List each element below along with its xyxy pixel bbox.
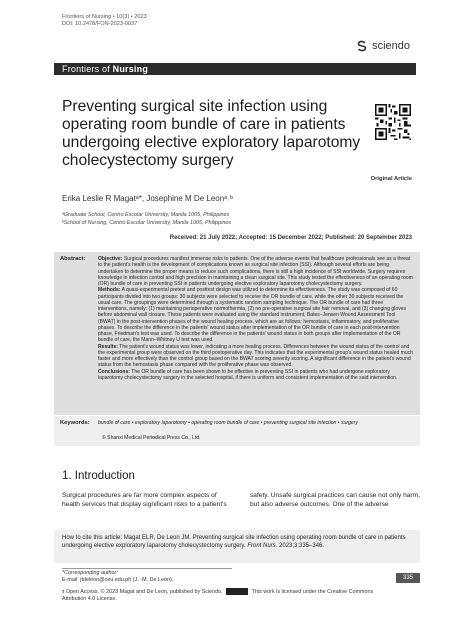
- abstract-results: [98, 344, 414, 369]
- qr-code-icon[interactable]: [375, 104, 411, 140]
- intro-column-left: Surgical procedures are far more complex aspects of health services that display significant risks to a patient's: [62, 492, 227, 508]
- page-number: 335: [396, 573, 420, 583]
- citation-text: How to cite this article: Magat ELR, De Leon JM. Preventing surgical site infection using operating room bundle of care in patients undergoing elective exploratory laparotomy cholecystectomy surgery.: [62, 535, 406, 550]
- citation-suffix: 2023;3:335–346.: [279, 543, 325, 550]
- results-label: Results:: [98, 343, 118, 350]
- conclusions-label: Conclusions:: [98, 368, 130, 375]
- sciendo-logo-icon: [356, 40, 368, 52]
- citation-journal: Front Nurs.: [247, 543, 278, 550]
- sciendo-logo: [356, 40, 410, 52]
- affiliation-a: ᵃGraduate School, Centro Escolar University, Manila 1005, Philippines: [62, 212, 230, 218]
- objective-text: Surgical procedures manifest immense risks to patients. One of the adverse events that healthcare professionals see as a threat to the patient's health is the development of complications known as surgical site infection (SSI). Although several efforts are being undertaken to determine the proper means to reduce such complications, there is still a high incidence of SSI worldwide. Surgery requires knowledge in infection control and high precision in maintaining a clean surgical site. This study tested the effectiveness of an operating room (OR) bundle of care in preventing SSI in patients undergoing elective exploratory laparotomy cholecystectomy surgery.: [98, 256, 413, 287]
- journal-header: [62, 14, 147, 29]
- methods-label: Methods:: [98, 287, 121, 294]
- abstract-label: Abstract:: [60, 256, 86, 262]
- citation-box: [54, 530, 420, 563]
- abstract-section: [54, 252, 420, 415]
- license-statement: [62, 588, 420, 603]
- abstract-objective: [98, 256, 414, 287]
- conclusions-text: The OR bundle of care has been shown to be effective in preventing SSI in patients who had undergone exploratory laparotomy cholecystectomy surgery in the selected hospital, if there is uniform and consistent implementation of the said intervention.: [98, 368, 398, 381]
- article-type: Original Article: [370, 176, 412, 182]
- doi-line: DOI: 10.2478/FON-2023-0037: [62, 21, 138, 28]
- affiliation-b: ᵇSchool of Nursing, Centro Escolar University, Manila 1005, Philippines: [62, 220, 232, 226]
- license-text-line2[interactable]: Attribution 4.0 License.: [62, 596, 117, 603]
- open-access-icon: 𝔮: [62, 588, 65, 595]
- objective-label: Objective:: [98, 256, 123, 262]
- journal-volume-line: Frontiers of Nursing • 10(3) • 2023: [62, 14, 147, 20]
- abstract-methods: [98, 287, 414, 343]
- license-text-end[interactable]: This work is licensed under the Creative Commons: [251, 588, 374, 595]
- article-title: Preventing surgical site infection using operating room bundle of care in patients undergoing elective exploratory laparotomy cholecystectomy surgery: [62, 98, 361, 169]
- methods-text: A quasi-experimental pretest and posttest design was utilized to determine its effectiveness. The study was composed of 60 participants divided into two groups: 30 subjects were selected to receive the OR bundle of care, while the other 30 subjects received the usual care. The groupings were determined through a systematic random sampling technique. The OR bundle of care had three interventions, namely: (1) maintaining perioperative normothermia, (2) no pre-operative surgical site hair removal, and (3) changing gloves before abdominal wall closure. These patients were evaluated using the standard instrument, Bates–Jensen Wound Assessment Tool (BWAT) in the post-intervention phases of the wound healing process, which are as follows: hemostasis, inflammatory, and proliferative phases. To describe the difference in the patients' wound status after implementation of the OR bundle of care in each post-intervention phase, Friedman's test was used. To describe the difference in the patients' wound status in both groups after implementation of the OR bundle of care, the Mann–Whitney U test was used.: [98, 287, 407, 344]
- keywords-text: bundle of care • exploratory laparotomy • operating room bundle of care • preventing surgical site infection • surgery: [98, 420, 358, 426]
- corresponding-email[interactable]: E-mail: jtdeleon@ceu.edu.ph (J. -M. De Leon).: [62, 577, 174, 583]
- publisher-name: sciendo: [372, 40, 410, 52]
- publication-dates: Received: 21 July 2022; Accepted: 15 December 2022; Published: 20 September 2023: [169, 235, 412, 241]
- corresponding-author-label: *Corresponding author:: [62, 570, 118, 576]
- author-list: Erika Leslie R Magatᵃ*, Josephine M De Leonᵃ˒ᵇ: [62, 194, 233, 203]
- abstract-conclusions: [98, 369, 414, 382]
- copyright-note: © Shanxi Medical Periodical Press Co., Ltd.: [102, 435, 201, 441]
- footnote-divider: [62, 568, 232, 569]
- introduction-heading: 1. Introduction: [62, 470, 135, 482]
- results-text: The patient's wound status was lower, indicating a more healing process. Differences between the wound status of the control and the experimental group were observed on the third postoperative day. This indicates that the experimental group's wound status healed much faster and more effectively than the control group based on the BWAT scoring severity scoring. A significant difference in the patient's wound status from the hemostasis phase compared with the proliferative phase was observed.: [98, 343, 413, 369]
- journal-banner: [54, 63, 416, 75]
- keywords-section: [54, 416, 420, 446]
- banner-journal: Nursing: [112, 64, 149, 74]
- license-text-start: Open Access. © 2023 Magat and De Leon, published by Sciendo.: [65, 588, 223, 595]
- intro-column-right: safety. Unsafe surgical practices can cause not only harm, but also adverse outcomes. One of the adverse: [250, 492, 420, 508]
- cc-by-icon[interactable]: [226, 588, 248, 595]
- banner-prefix: Frontiers of: [62, 64, 110, 74]
- keywords-label: Keywords:: [60, 420, 90, 426]
- abstract-body: [98, 256, 414, 381]
